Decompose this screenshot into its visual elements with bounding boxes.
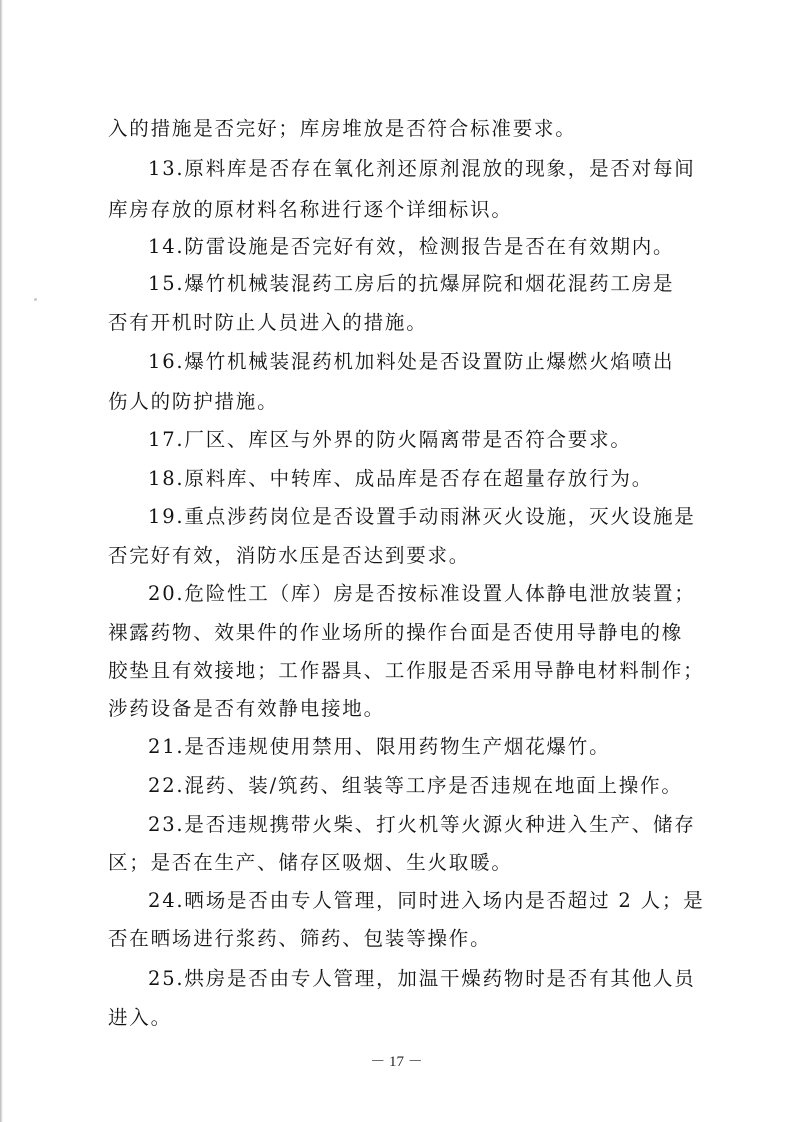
item-17-line: 17.厂区、库区与外界的防火隔离带是否符合要求。 — [148, 428, 632, 451]
text-line: 否在晒场进行浆药、筛药、包装等操作。 — [108, 927, 492, 950]
text-line: 伤人的防护措施。 — [108, 390, 279, 413]
text-line: 涉药设备是否有效静电接地。 — [108, 697, 385, 720]
item-19-line: 19.重点涉药岗位是否设置手动雨淋灭火设施，灭火设施是 — [148, 505, 696, 528]
text-line: 入的措施是否完好；库房堆放是否符合标准要求。 — [108, 117, 577, 140]
item-13-line: 13.原料库是否存在氧化剂还原剂混放的现象，是否对每间 — [148, 157, 696, 180]
scan-speck — [34, 298, 37, 301]
text-line: 裸露药物、效果件的作业场所的操作台面是否使用导静电的橡 — [108, 621, 684, 644]
item-25-line: 25.烘房是否由专人管理，加温干燥药物时是否有其他人员 — [148, 967, 696, 990]
item-16-line: 16.爆竹机械装混药机加料处是否设置防止爆燃火焰喷出 — [148, 350, 675, 373]
item-14-line: 14.防雷设施是否完好有效，检测报告是否在有效期内。 — [148, 235, 675, 258]
text-line: 否完好有效，消防水压是否达到要求。 — [108, 544, 471, 567]
text-line: 区；是否在生产、储存区吸烟、生火取暖。 — [108, 851, 513, 874]
page-number: － 17 － — [370, 1054, 423, 1070]
text-line: 胶垫且有效接地；工作器具、工作服是否采用导静电材料制作； — [108, 659, 705, 682]
item-18-line: 18.原料库、中转库、成品库是否存在超量存放行为。 — [148, 467, 654, 490]
item-22-line: 22.混药、装/筑药、组装等工序是否违规在地面上操作。 — [148, 774, 683, 797]
item-23-line: 23.是否违规携带火柴、打火机等火源火种进入生产、储存 — [148, 813, 696, 836]
item-20-line: 20.危险性工（库）房是否按标准设置人体静电泄放装置； — [148, 582, 696, 605]
item-21-line: 21.是否违规使用禁用、限用药物生产烟花爆竹。 — [148, 735, 611, 758]
text-line: 否有开机时防止人员进入的措施。 — [108, 311, 428, 334]
text-line: 进入。 — [108, 1006, 172, 1029]
text-line: 库房存放的原材料名称进行逐个详细标识。 — [108, 198, 513, 221]
item-24-line: 24.晒场是否由专人管理，同时进入场内是否超过 2 人；是 — [148, 889, 705, 912]
scan-edge-shadow — [0, 0, 3, 1122]
item-15-line: 15.爆竹机械装混药工房后的抗爆屏院和烟花混药工房是 — [148, 272, 675, 295]
